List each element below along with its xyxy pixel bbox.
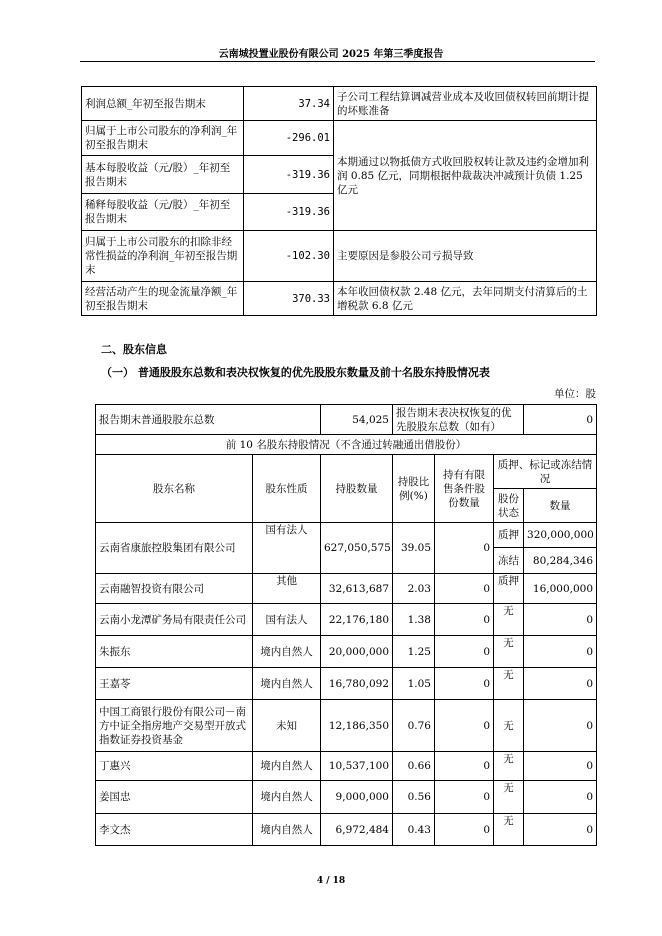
header-name: 股东名称 <box>96 455 253 523</box>
shareholder-ratio: 0.43 <box>393 814 435 846</box>
pledge-status: 质押 <box>494 574 524 604</box>
shareholder-restricted: 0 <box>435 668 494 700</box>
shareholder-restricted: 0 <box>435 604 494 636</box>
shareholder-shares: 6,972,484 <box>321 814 393 846</box>
shareholder-shares: 9,000,000 <box>321 781 393 814</box>
header-shares: 持股数量 <box>321 455 393 523</box>
shareholder-name: 中国工商银行股份有限公司－南方中证全指房地产交易型开放式指数证券投资基金 <box>96 700 253 752</box>
pledge-qty: 0 <box>524 700 597 752</box>
indicator-value: -319.36 <box>244 156 334 194</box>
pledge-status: 无 <box>494 636 524 668</box>
shareholder-name: 云南融智投资有限公司 <box>96 574 253 604</box>
shareholder-nature: 境内自然人 <box>253 814 321 846</box>
shareholder-ratio: 0.56 <box>393 781 435 814</box>
shareholder-name: 丁惠兴 <box>96 752 253 781</box>
shareholder-restricted: 0 <box>435 700 494 752</box>
indicator-label: 归属于上市公司股东的扣除非经常性损益的净利润_年初至报告期末 <box>82 231 244 282</box>
table-header-row <box>96 455 597 489</box>
shareholder-nature: 国有法人 <box>253 604 321 636</box>
table-row <box>82 87 597 121</box>
table-row <box>96 435 597 455</box>
pledge-status: 无 <box>494 752 524 781</box>
shareholder-ratio: 1.25 <box>393 636 435 668</box>
pledge-qty: 0 <box>524 752 597 781</box>
subsection-title: （一） 普通股股东总数和表决权恢复的优先股股东数量及前十名股东持股情况表 <box>101 366 490 379</box>
pledge-qty: 0 <box>524 814 597 846</box>
pledge-qty: 80,284,346 <box>524 548 597 574</box>
header-divider <box>80 61 595 62</box>
shareholder-nature: 境内自然人 <box>253 668 321 700</box>
shareholder-name: 姜国忠 <box>96 781 253 814</box>
table-row <box>96 814 597 846</box>
pledge-status: 无 <box>494 814 524 846</box>
shareholder-shares: 20,000,000 <box>321 636 393 668</box>
table-row <box>96 636 597 668</box>
pledge-qty: 0 <box>524 781 597 814</box>
pledge-qty: 0 <box>524 668 597 700</box>
pledge-qty: 320,000,000 <box>524 523 597 548</box>
shareholder-nature: 国有法人 <box>253 523 321 574</box>
table-row <box>96 574 597 604</box>
table-row <box>82 121 597 156</box>
total-shareholders-value: 54,025 <box>321 405 393 435</box>
header-nature: 股东性质 <box>253 455 321 523</box>
indicator-label: 经营活动产生的现金流量净额_年初至报告期末 <box>82 282 244 316</box>
indicator-label: 利润总额_年初至报告期末 <box>82 87 244 121</box>
pledge-status: 无 <box>494 604 524 636</box>
shareholder-ratio: 1.38 <box>393 604 435 636</box>
indicator-label: 基本每股收益（元/股）_年初至报告期末 <box>82 156 244 194</box>
indicator-reason: 本期通过以物抵债方式收回股权转让款及违约金增加利润 0.85 亿元，同期根据仲裁裁决冲减预计负债 1.25 亿元 <box>334 121 597 231</box>
header-pledge-group: 质押、标记或冻结情况 <box>494 455 597 489</box>
pledge-qty: 0 <box>524 604 597 636</box>
indicator-reason: 本年收回债权款 2.48 亿元，去年同期支付清算后的土增税款 6.8 亿元 <box>334 282 597 316</box>
shareholder-restricted: 0 <box>435 781 494 814</box>
top10-title: 前 10 名股东持股情况（不含通过转融通出借股份） <box>96 435 597 455</box>
shareholder-nature: 境内自然人 <box>253 752 321 781</box>
shareholder-restricted: 0 <box>435 523 494 574</box>
table-row <box>82 231 597 282</box>
table-row <box>96 405 597 435</box>
table-row <box>96 700 597 752</box>
shareholder-name: 王嘉苓 <box>96 668 253 700</box>
preferred-shareholders-value: 0 <box>524 405 597 435</box>
table-row <box>96 604 597 636</box>
shareholder-name: 李文杰 <box>96 814 253 846</box>
shareholder-shares: 22,176,180 <box>321 604 393 636</box>
indicator-reason: 子公司工程结算调减营业成本及收回债权转回前期计提的坏账准备 <box>334 87 597 121</box>
shareholder-restricted: 0 <box>435 574 494 604</box>
shareholder-restricted: 0 <box>435 814 494 846</box>
shareholder-nature: 境内自然人 <box>253 781 321 814</box>
pledge-status: 无 <box>494 668 524 700</box>
shareholder-nature: 境内自然人 <box>253 636 321 668</box>
shareholder-table <box>95 404 597 846</box>
table-row <box>96 781 597 814</box>
table-row <box>96 752 597 781</box>
shareholder-ratio: 39.05 <box>393 523 435 574</box>
unit-label: 单位：股 <box>554 388 596 400</box>
shareholder-shares: 627,050,575 <box>321 523 393 574</box>
pledge-status: 无 <box>494 700 524 752</box>
pledge-status: 冻结 <box>494 548 524 574</box>
shareholder-shares: 16,780,092 <box>321 668 393 700</box>
shareholder-ratio: 0.76 <box>393 700 435 752</box>
pledge-status: 质押 <box>494 523 524 548</box>
pledge-qty: 16,000,000 <box>524 574 597 604</box>
shareholder-ratio: 2.03 <box>393 574 435 604</box>
shareholder-restricted: 0 <box>435 636 494 668</box>
header-pledge-qty: 数量 <box>524 489 597 523</box>
header-pledge-status: 股份状态 <box>494 489 524 523</box>
header-ratio: 持股比例(%) <box>393 455 435 523</box>
indicator-value: 37.34 <box>244 87 334 121</box>
indicator-value: -102.30 <box>244 231 334 282</box>
shareholder-shares: 12,186,350 <box>321 700 393 752</box>
section-title: 二、股东信息 <box>101 343 167 356</box>
pledge-qty: 0 <box>524 636 597 668</box>
shareholder-ratio: 0.66 <box>393 752 435 781</box>
table-row <box>96 523 597 548</box>
shareholder-name: 朱振东 <box>96 636 253 668</box>
header-restricted: 持有有限售条件股份数量 <box>435 455 494 523</box>
shareholder-name: 云南小龙潭矿务局有限责任公司 <box>96 604 253 636</box>
report-header-title: 云南城投置业股份有限公司 2025 年第三季度报告 <box>218 49 444 60</box>
table-row <box>96 668 597 700</box>
shareholder-name: 云南省康旅控股集团有限公司 <box>96 523 253 574</box>
page-number: 4 / 18 <box>316 876 346 886</box>
indicator-value: 370.33 <box>244 282 334 316</box>
shareholder-ratio: 1.05 <box>393 668 435 700</box>
shareholder-restricted: 0 <box>435 752 494 781</box>
pledge-status: 无 <box>494 781 524 814</box>
shareholder-nature: 未知 <box>253 700 321 752</box>
indicator-value: -319.36 <box>244 194 334 231</box>
table-row <box>82 282 597 316</box>
preferred-shareholders-label: 报告期末表决权恢复的优先股股东总数（如有） <box>393 405 524 435</box>
indicator-table <box>81 86 597 316</box>
shareholder-shares: 10,537,100 <box>321 752 393 781</box>
total-shareholders-label: 报告期末普通股股东总数 <box>96 405 321 435</box>
shareholder-shares: 32,613,687 <box>321 574 393 604</box>
indicator-value: -296.01 <box>244 121 334 156</box>
shareholder-nature: 其他 <box>253 574 321 604</box>
indicator-label: 稀释每股收益（元/股）_年初至报告期末 <box>82 194 244 231</box>
indicator-label: 归属于上市公司股东的净利润_年初至报告期末 <box>82 121 244 156</box>
indicator-reason: 主要原因是参股公司亏损导致 <box>334 231 597 282</box>
